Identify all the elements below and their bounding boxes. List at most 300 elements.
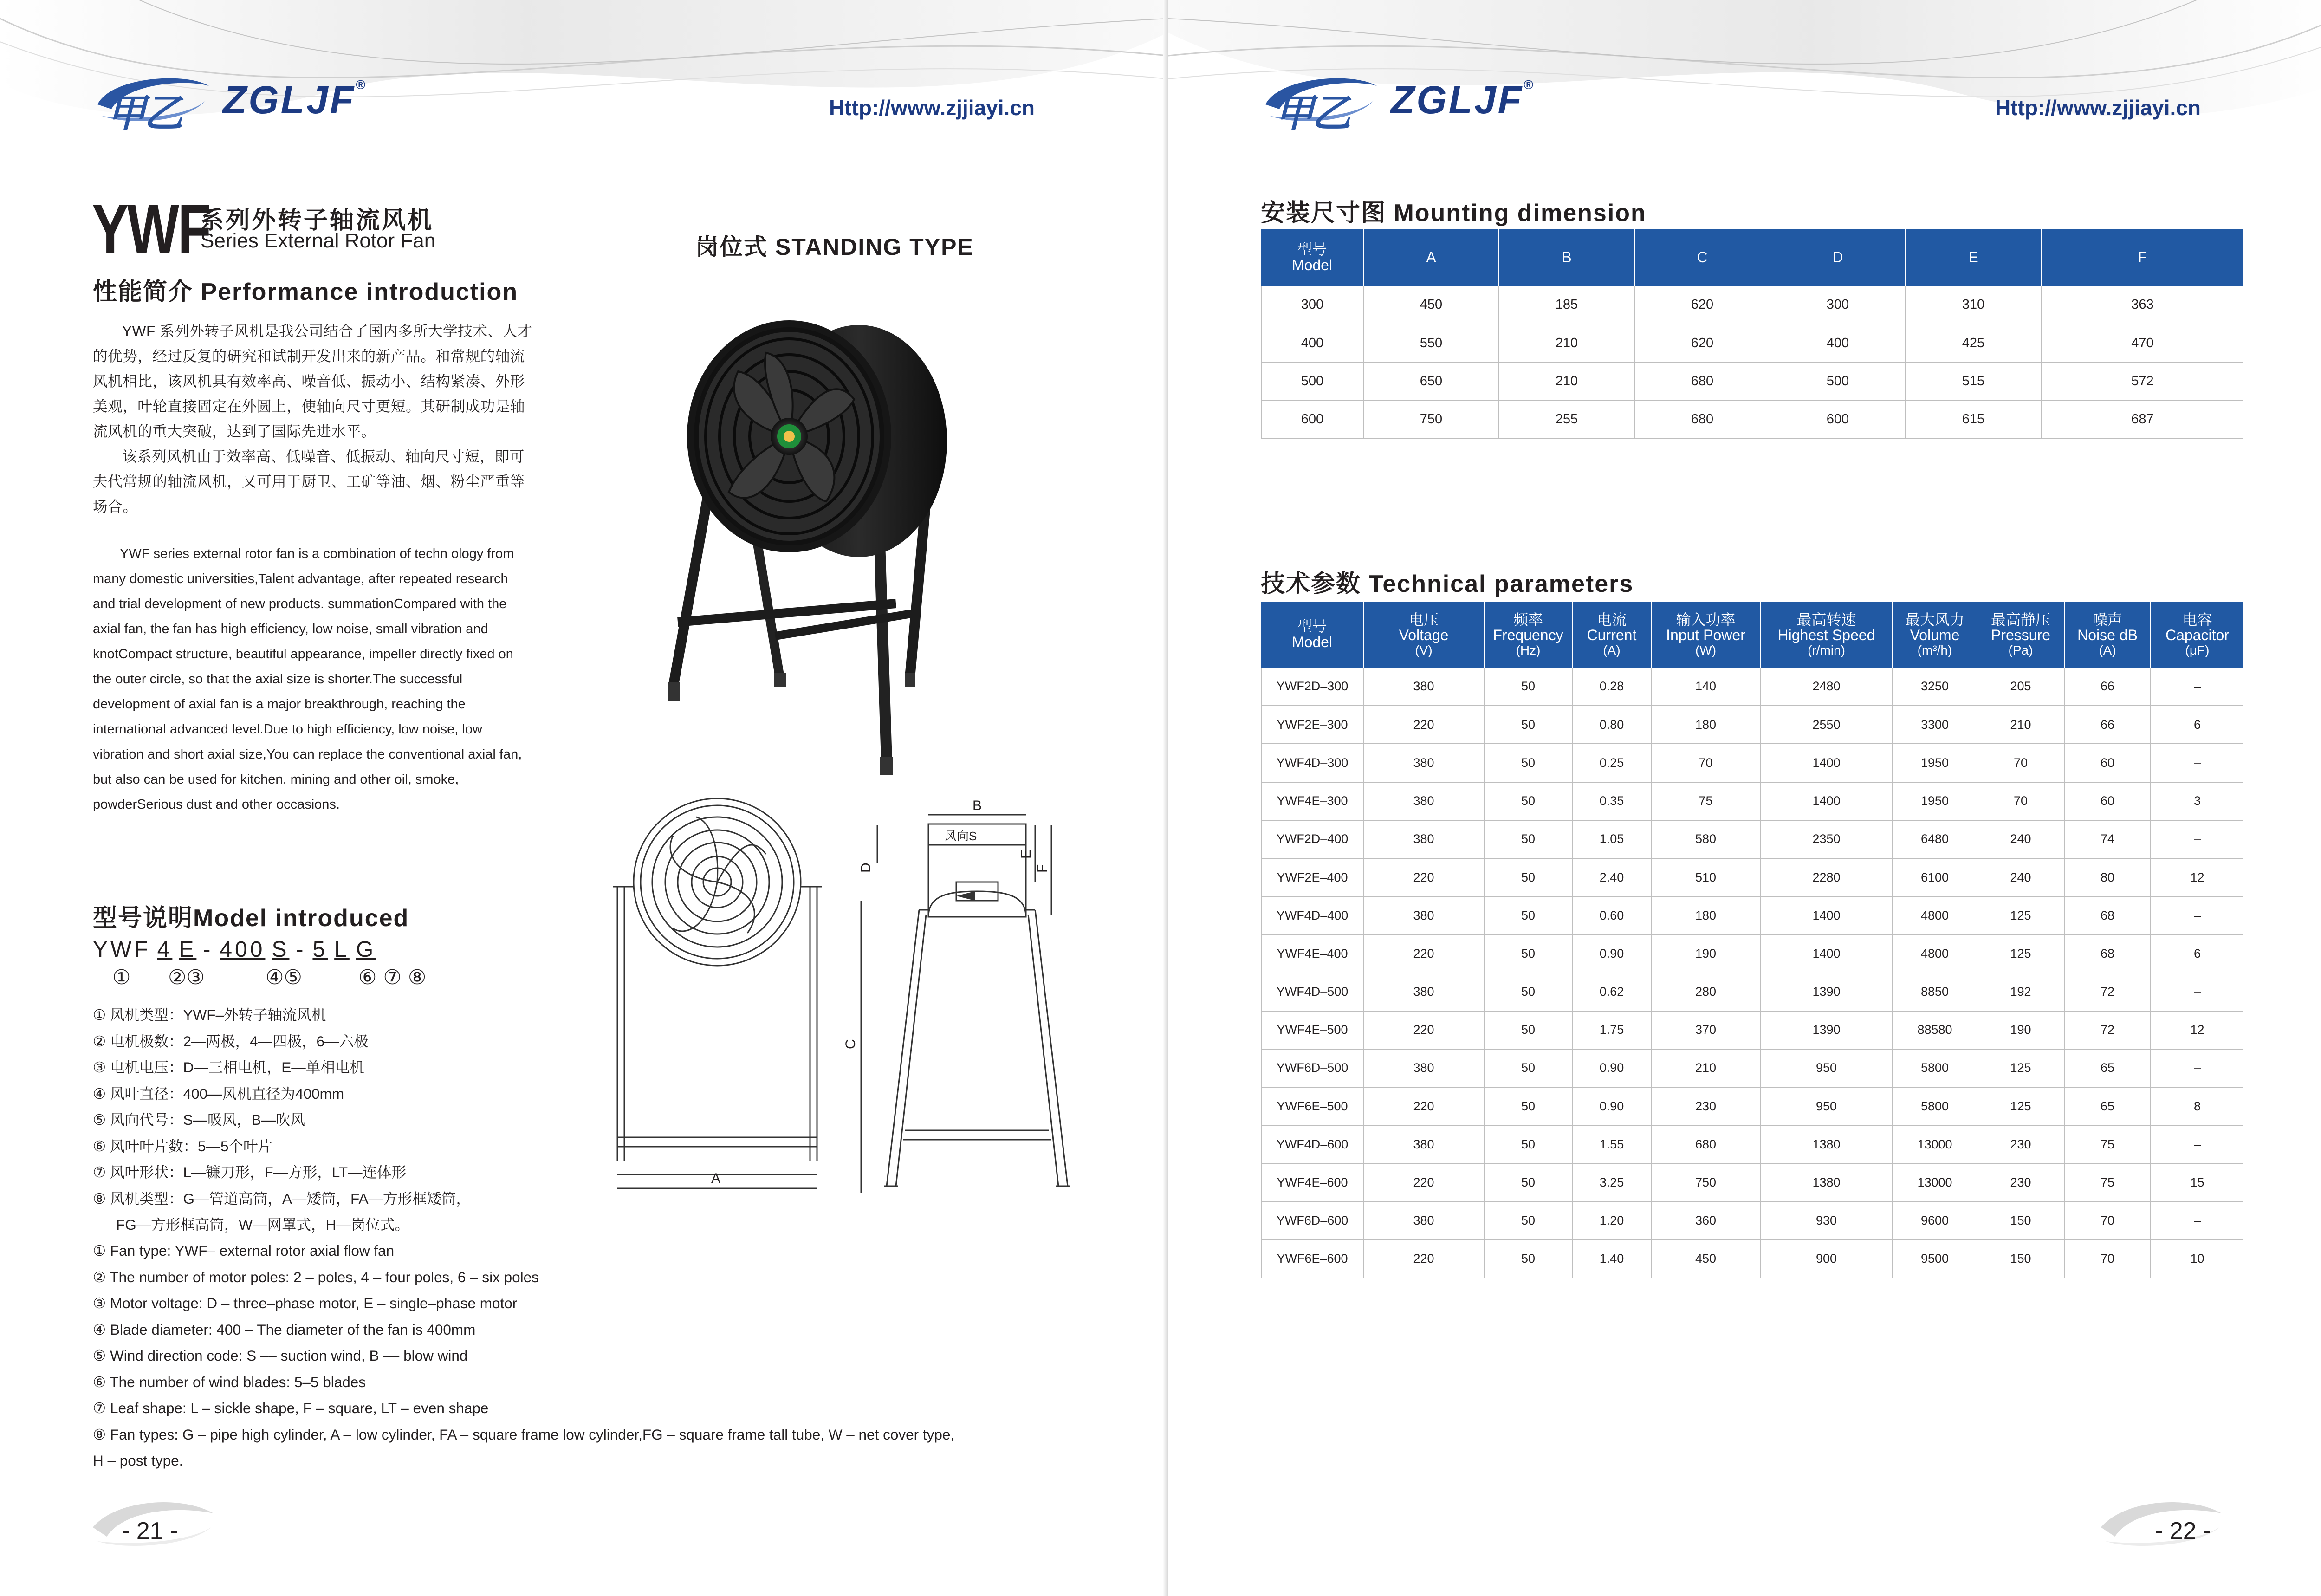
table-cell: 210: [1651, 1049, 1760, 1087]
table-cell: YWF4D–300: [1261, 744, 1363, 782]
table-cell: 180: [1651, 896, 1760, 934]
table-cell: 650: [1363, 362, 1499, 400]
table-cell: 510: [1651, 858, 1760, 896]
dim-label-e: E: [1018, 849, 1034, 859]
table-cell: YWF4E–500: [1261, 1011, 1363, 1049]
intro-cn-paragraph: 该系列风机由于效率高、低噪音、低振动、轴向尺寸短，即可夫代常规的轴流风机，又可用于厨卫、工矿等油、烟、粉尘严重等场合。: [93, 448, 525, 515]
model-code-part: G: [356, 937, 376, 962]
model-code-part: -: [203, 937, 214, 962]
page-number: - 22 -: [2155, 1518, 2211, 1544]
technical-parameters-heading: 技术参数 Technical parameters: [1261, 571, 1634, 597]
table-cell: 360: [1651, 1202, 1760, 1240]
table-cell: 500: [1770, 362, 1906, 400]
table-cell: 300: [1261, 286, 1363, 324]
table-cell: 380: [1363, 668, 1484, 706]
table-cell: 68: [2064, 896, 2151, 934]
table-header-row: [1261, 602, 2243, 668]
table-cell: YWF4E–600: [1261, 1163, 1363, 1201]
column-header: 噪声 Noise dB (A): [2064, 602, 2151, 668]
table-row: [1261, 1125, 2243, 1163]
intro-en: [93, 541, 525, 817]
table-cell: 192: [1977, 973, 2064, 1011]
table-cell: 400: [1770, 324, 1906, 362]
table-cell: 310: [1906, 286, 2041, 324]
table-cell: 220: [1363, 1087, 1484, 1125]
definition-cn-item: FG—方形框高筒，W—网罩式，H—岗位式。: [116, 1216, 409, 1233]
definition-cn-item: ④ 风叶直径：400—风机直径为400mm: [93, 1085, 344, 1102]
table-cell: 220: [1363, 858, 1484, 896]
table-cell: –: [2151, 820, 2243, 858]
table-cell: 1400: [1760, 744, 1893, 782]
table-cell: –: [2151, 744, 2243, 782]
table-cell: 680: [1651, 1125, 1760, 1163]
table-row: [1261, 1011, 2243, 1049]
series-title-en: Series External Rotor Fan: [201, 229, 436, 252]
column-header: 最高转速 Highest Speed (r/min): [1760, 602, 1893, 668]
table-cell: 1390: [1760, 973, 1893, 1011]
table-cell: 50: [1484, 1240, 1572, 1278]
table-cell: 1.05: [1572, 820, 1651, 858]
table-row: [1261, 782, 2243, 820]
model-code-example: [93, 937, 383, 962]
mounting-dimension-drawing: [603, 789, 1077, 1207]
table-cell: 1950: [1893, 782, 1977, 820]
table-row: [1261, 1240, 2243, 1278]
definition-en-item: ② The number of motor poles: 2 – poles, 4 – four poles, 6 – six poles: [93, 1268, 539, 1285]
table-cell: 580: [1651, 820, 1760, 858]
table-cell: 88580: [1893, 1011, 1977, 1049]
table-cell: 2550: [1760, 706, 1893, 744]
table-cell: 4800: [1893, 896, 1977, 934]
definition-cn-item: ⑤ 风向代号：S—吸风，B—吹风: [93, 1111, 305, 1128]
table-cell: 950: [1760, 1087, 1893, 1125]
technical-parameters-table: [1261, 602, 2243, 1278]
brand-logo: [1261, 70, 1535, 135]
table-cell: 66: [2064, 668, 2151, 706]
table-cell: 515: [1906, 362, 2041, 400]
definition-en-item: ⑧ Fan types: G – pipe high cylinder, A – low cylinder, FA – square frame low cylinder,FG – square frame tall tube, W – net cover type,: [93, 1426, 955, 1443]
column-header: 频率 Frequency (Hz): [1484, 602, 1572, 668]
table-cell: 0.60: [1572, 896, 1651, 934]
table-cell: YWF4D–600: [1261, 1125, 1363, 1163]
table-cell: 380: [1363, 973, 1484, 1011]
table-cell: 50: [1484, 782, 1572, 820]
table-cell: 615: [1906, 400, 2041, 438]
table-row: [1261, 858, 2243, 896]
table-cell: 50: [1484, 1125, 1572, 1163]
table-cell: YWF2E–400: [1261, 858, 1363, 896]
table-cell: –: [2151, 1049, 2243, 1087]
table-cell: 2280: [1760, 858, 1893, 896]
table-cell: 65: [2064, 1087, 2151, 1125]
table-cell: 1390: [1760, 1011, 1893, 1049]
table-cell: –: [2151, 896, 2243, 934]
table-row: [1261, 706, 2243, 744]
column-header-a: A: [1363, 229, 1499, 286]
table-cell: 205: [1977, 668, 2064, 706]
definition-cn-item: ⑦ 风叶形状：L—镰刀形，F—方形，LT—连体形: [93, 1164, 407, 1181]
table-cell: 363: [2041, 286, 2243, 324]
model-code-part: 4: [157, 937, 173, 962]
table-cell: 3.25: [1572, 1163, 1651, 1201]
model-code-number: ①: [112, 966, 131, 989]
table-cell: 50: [1484, 820, 1572, 858]
table-cell: 65: [2064, 1049, 2151, 1087]
definition-en-item: H – post type.: [93, 1452, 183, 1469]
brand-logo: [93, 70, 367, 135]
table-cell: 380: [1363, 782, 1484, 820]
table-cell: 6: [2151, 706, 2243, 744]
table-cell: 620: [1634, 286, 1770, 324]
table-cell: 140: [1651, 668, 1760, 706]
table-cell: 75: [2064, 1163, 2151, 1201]
column-header-e: E: [1906, 229, 2041, 286]
column-header: 电流 Current (A): [1572, 602, 1651, 668]
table-cell: 0.90: [1572, 934, 1651, 973]
table-cell: 1.75: [1572, 1011, 1651, 1049]
table-cell: 9500: [1893, 1240, 1977, 1278]
table-cell: 50: [1484, 896, 1572, 934]
table-cell: 70: [1977, 782, 2064, 820]
table-cell: 300: [1770, 286, 1906, 324]
table-cell: 0.35: [1572, 782, 1651, 820]
table-row: [1261, 896, 2243, 934]
table-cell: 50: [1484, 1202, 1572, 1240]
mounting-dimension-table: [1261, 229, 2243, 439]
table-cell: 380: [1363, 820, 1484, 858]
table-cell: 74: [2064, 820, 2151, 858]
table-cell: 950: [1760, 1049, 1893, 1087]
intro-cn-paragraph: YWF 系列外转子风机是我公司结合了国内多所大学技术、人才的优势，经过反复的研究和试制开发出来的新产品。和常规的轴流风机相比，该风机具有效率高、噪音低、振动小、结构紧凑、外形美观，叶轮直接固定在外圆上，使轴向尺寸更短。其研制成功是轴流风机的重大突破，达到了国际先进水平。: [93, 323, 532, 440]
brand-cn-mark: 甲乙: [107, 91, 182, 135]
table-cell: 220: [1363, 1240, 1484, 1278]
table-cell: YWF4E–300: [1261, 782, 1363, 820]
table-cell: 750: [1363, 400, 1499, 438]
table-cell: 50: [1484, 1011, 1572, 1049]
table-row: [1261, 286, 2243, 324]
dim-label-f: F: [1035, 864, 1050, 873]
table-cell: 680: [1634, 400, 1770, 438]
brand-name: ZGLJF®: [223, 77, 367, 122]
page-number: - 21 -: [122, 1518, 178, 1544]
table-cell: 68: [2064, 934, 2151, 973]
model-code-part: 400: [220, 937, 266, 962]
table-cell: 1400: [1760, 934, 1893, 973]
table-cell: 50: [1484, 668, 1572, 706]
table-row: [1261, 400, 2243, 438]
table-cell: 50: [1484, 744, 1572, 782]
table-cell: 380: [1363, 1202, 1484, 1240]
table-row: [1261, 324, 2243, 362]
table-cell: 240: [1977, 820, 2064, 858]
definition-en-item: ⑦ Leaf shape: L – sickle shape, F – square, LT – even shape: [93, 1400, 489, 1416]
dim-label-a: A: [711, 1171, 721, 1186]
table-cell: 125: [1977, 896, 2064, 934]
table-cell: YWF4E–400: [1261, 934, 1363, 973]
table-cell: 687: [2041, 400, 2243, 438]
table-cell: –: [2151, 973, 2243, 1011]
table-cell: 70: [1977, 744, 2064, 782]
table-cell: 70: [2064, 1202, 2151, 1240]
table-cell: 190: [1977, 1011, 2064, 1049]
table-cell: 0.62: [1572, 973, 1651, 1011]
table-cell: YWF6D–600: [1261, 1202, 1363, 1240]
standing-fan-photo: [659, 316, 984, 780]
table-cell: 210: [1499, 362, 1634, 400]
performance-heading: 性能简介 Performance introduction: [93, 279, 519, 305]
table-cell: 150: [1977, 1240, 2064, 1278]
table-cell: 210: [1499, 324, 1634, 362]
table-cell: 8: [2151, 1087, 2243, 1125]
definition-cn-item: ⑥ 风叶叶片数：5—5个叶片: [93, 1137, 273, 1155]
table-cell: 550: [1363, 324, 1499, 362]
table-cell: 3300: [1893, 706, 1977, 744]
table-cell: 930: [1760, 1202, 1893, 1240]
table-cell: 750: [1651, 1163, 1760, 1201]
table-row: [1261, 1049, 2243, 1087]
definition-cn-item: ③ 电机电压：D—三相电机，E—单相电机: [93, 1059, 364, 1076]
table-row: [1261, 744, 2243, 782]
table-cell: 6100: [1893, 858, 1977, 896]
table-cell: 185: [1499, 286, 1634, 324]
table-cell: 220: [1363, 934, 1484, 973]
table-cell: 5800: [1893, 1049, 1977, 1087]
table-cell: 0.28: [1572, 668, 1651, 706]
intro-en-paragraph: YWF series external rotor fan is a combination of techn ology from many domestic universities,Talent advantage, after repeated research and trial development of new products. summationCompared with the axial fan, the fan has high efficiency, low noise, small vibration and knotCompact structure, beautiful appearance, impeller directly fixed on the outer circle, so that the axial size is shorter.The successful development of axial fan is a major breakthrough, reaching the international advanced level.Due to high efficiency, low noise, low vibration and short axial size,You can replace the conventional axial fan, but also can be used for kitchen, mining and other oil, smoke, powderSerious dust and other occasions.: [93, 546, 522, 812]
brand-mark: [93, 72, 214, 135]
table-cell: 50: [1484, 934, 1572, 973]
table-cell: 680: [1634, 362, 1770, 400]
page-right: [1168, 0, 2321, 1596]
table-cell: 5800: [1893, 1087, 1977, 1125]
table-cell: 8850: [1893, 973, 1977, 1011]
table-cell: 370: [1651, 1011, 1760, 1049]
table-header-row: [1261, 229, 2243, 286]
model-code-part: E: [179, 937, 197, 962]
table-cell: 75: [2064, 1125, 2151, 1163]
table-cell: YWF2D–400: [1261, 820, 1363, 858]
table-cell: 50: [1484, 1087, 1572, 1125]
table-cell: 1400: [1760, 782, 1893, 820]
table-cell: –: [2151, 668, 2243, 706]
table-cell: 72: [2064, 1011, 2151, 1049]
model-code-part: 5: [312, 937, 328, 962]
table-cell: 0.25: [1572, 744, 1651, 782]
table-cell: 13000: [1893, 1125, 1977, 1163]
table-cell: 230: [1651, 1087, 1760, 1125]
column-header: 最高静压 Pressure (Pa): [1977, 602, 2064, 668]
table-cell: 66: [2064, 706, 2151, 744]
column-header: 电容 Capacitor (μF): [2151, 602, 2243, 668]
table-cell: 1.20: [1572, 1202, 1651, 1240]
table-cell: 1400: [1760, 896, 1893, 934]
table-cell: 125: [1977, 1087, 2064, 1125]
table-cell: 150: [1977, 1202, 2064, 1240]
table-cell: 70: [1651, 744, 1760, 782]
table-cell: 9600: [1893, 1202, 1977, 1240]
brand-name: ZGLJF®: [1391, 77, 1535, 122]
definition-en-item: ⑤ Wind direction code: S –– suction wind, B –– blow wind: [93, 1347, 468, 1364]
table-cell: 75: [1651, 782, 1760, 820]
table-row: [1261, 1163, 2243, 1201]
table-cell: 255: [1499, 400, 1634, 438]
table-cell: 6: [2151, 934, 2243, 973]
table-cell: 3250: [1893, 668, 1977, 706]
table-cell: 80: [2064, 858, 2151, 896]
table-cell: 600: [1770, 400, 1906, 438]
table-cell: 4800: [1893, 934, 1977, 973]
definition-en-item: ④ Blade diameter: 400 – The diameter of the fan is 400mm: [93, 1321, 476, 1338]
table-cell: 50: [1484, 858, 1572, 896]
table-cell: 2350: [1760, 820, 1893, 858]
column-header-b: B: [1499, 229, 1634, 286]
table-cell: 3: [2151, 782, 2243, 820]
column-header: 型号 Model: [1261, 602, 1363, 668]
table-cell: 900: [1760, 1240, 1893, 1278]
model-code-number: ②③: [168, 966, 205, 989]
series-title-cn: 系列外转子轴流风机: [200, 207, 434, 234]
table-cell: 400: [1261, 324, 1363, 362]
definition-en-item: ⑥ The number of wind blades: 5–5 blades: [93, 1373, 366, 1390]
table-cell: 230: [1977, 1163, 2064, 1201]
column-header-f: F: [2041, 229, 2243, 286]
dim-label-b: B: [972, 798, 982, 813]
model-introduced-heading: 型号说明Model introduced: [93, 905, 409, 932]
model-code-numbers: [93, 966, 433, 989]
model-code-number: ④⑤: [266, 966, 302, 989]
table-cell: 470: [2041, 324, 2243, 362]
table-cell: 220: [1363, 1011, 1484, 1049]
table-cell: 1380: [1760, 1163, 1893, 1201]
column-header: 最大风力 Volume (m³/h): [1893, 602, 1977, 668]
dim-label-d: D: [858, 863, 874, 873]
table-cell: 180: [1651, 706, 1760, 744]
table-cell: 1.55: [1572, 1125, 1651, 1163]
column-header-d: D: [1770, 229, 1906, 286]
table-row: [1261, 973, 2243, 1011]
table-cell: –: [2151, 1125, 2243, 1163]
table-cell: 50: [1484, 706, 1572, 744]
table-cell: 72: [2064, 973, 2151, 1011]
mounting-dimension-heading: 安装尺寸图 Mounting dimension: [1261, 200, 1647, 227]
model-code-part: YWF: [93, 937, 151, 962]
table-cell: 60: [2064, 782, 2151, 820]
table-cell: 380: [1363, 1049, 1484, 1087]
table-cell: 15: [2151, 1163, 2243, 1201]
model-code-part: S: [272, 937, 290, 962]
model-code-number: ⑥⑦⑧: [358, 966, 433, 989]
table-row: [1261, 362, 2243, 400]
column-header: 输入功率 Input Power (W): [1651, 602, 1760, 668]
column-header: 电压 Voltage (V): [1363, 602, 1484, 668]
table-cell: 1.40: [1572, 1240, 1651, 1278]
table-cell: YWF6E–500: [1261, 1087, 1363, 1125]
table-cell: 125: [1977, 1049, 2064, 1087]
table-cell: 425: [1906, 324, 2041, 362]
column-header-c: C: [1634, 229, 1770, 286]
standing-type-heading: 岗位式 STANDING TYPE: [695, 234, 974, 260]
wind-direction-label: 风向S: [945, 829, 977, 843]
table-cell: 1380: [1760, 1125, 1893, 1163]
model-definitions-en: [93, 1238, 954, 1474]
table-cell: 230: [1977, 1125, 2064, 1163]
table-row: [1261, 668, 2243, 706]
definition-cn-item: ⑧ 风机类型：G—管道高筒，A—矮筒，FA—方形框矮筒，: [93, 1190, 471, 1207]
website-url[interactable]: Http://www.zjjiayi.cn: [829, 96, 1035, 120]
definition-en-item: ① Fan type: YWF– external rotor axial flow fan: [93, 1242, 395, 1259]
table-cell: 600: [1261, 400, 1363, 438]
brand-mark: [1261, 72, 1381, 135]
table-cell: 50: [1484, 973, 1572, 1011]
table-cell: 50: [1484, 1163, 1572, 1201]
table-cell: 0.80: [1572, 706, 1651, 744]
column-header-model: 型号 Model: [1261, 229, 1363, 286]
table-cell: 220: [1363, 706, 1484, 744]
model-definitions-cn: [93, 1002, 471, 1238]
table-cell: 240: [1977, 858, 2064, 896]
table-cell: 12: [2151, 1011, 2243, 1049]
table-cell: 70: [2064, 1240, 2151, 1278]
table-row: [1261, 1202, 2243, 1240]
table-cell: 12: [2151, 858, 2243, 896]
definition-cn-item: ② 电机极数：2—两极，4—四极，6—六极: [93, 1032, 369, 1050]
table-cell: 380: [1363, 896, 1484, 934]
table-cell: 190: [1651, 934, 1760, 973]
website-url[interactable]: Http://www.zjjiayi.cn: [1995, 96, 2201, 120]
table-cell: 0.90: [1572, 1049, 1651, 1087]
table-cell: YWF6D–500: [1261, 1049, 1363, 1087]
model-code-part: L: [334, 937, 350, 962]
table-cell: YWF4D–500: [1261, 973, 1363, 1011]
table-cell: 450: [1363, 286, 1499, 324]
table-cell: 380: [1363, 744, 1484, 782]
table-cell: YWF2E–300: [1261, 706, 1363, 744]
table-cell: 500: [1261, 362, 1363, 400]
table-cell: 60: [2064, 744, 2151, 782]
definition-en-item: ③ Motor voltage: D – three–phase motor, E – single–phase motor: [93, 1295, 518, 1311]
table-row: [1261, 820, 2243, 858]
table-cell: 125: [1977, 934, 2064, 973]
table-cell: –: [2151, 1202, 2243, 1240]
table-cell: 210: [1977, 706, 2064, 744]
table-cell: 620: [1634, 324, 1770, 362]
table-cell: 220: [1363, 1163, 1484, 1201]
intro-cn: [93, 318, 534, 519]
table-row: [1261, 934, 2243, 973]
table-cell: 6480: [1893, 820, 1977, 858]
series-code: YWF: [92, 190, 210, 269]
table-cell: YWF4D–400: [1261, 896, 1363, 934]
table-cell: YWF6E–600: [1261, 1240, 1363, 1278]
table-cell: 280: [1651, 973, 1760, 1011]
dim-label-c: C: [843, 1039, 858, 1049]
table-cell: 450: [1651, 1240, 1760, 1278]
brand-cn-mark: 甲乙: [1275, 91, 1349, 135]
definition-cn-item: ① 风机类型：YWF–外转子轴流风机: [93, 1006, 326, 1023]
table-cell: 1950: [1893, 744, 1977, 782]
table-row: [1261, 1087, 2243, 1125]
table-cell: 13000: [1893, 1163, 1977, 1201]
model-code-part: -: [296, 937, 306, 962]
table-cell: 572: [2041, 362, 2243, 400]
table-cell: 50: [1484, 1049, 1572, 1087]
table-cell: 380: [1363, 1125, 1484, 1163]
table-cell: 2.40: [1572, 858, 1651, 896]
table-cell: 2480: [1760, 668, 1893, 706]
table-cell: 10: [2151, 1240, 2243, 1278]
table-cell: YWF2D–300: [1261, 668, 1363, 706]
table-cell: 0.90: [1572, 1087, 1651, 1125]
